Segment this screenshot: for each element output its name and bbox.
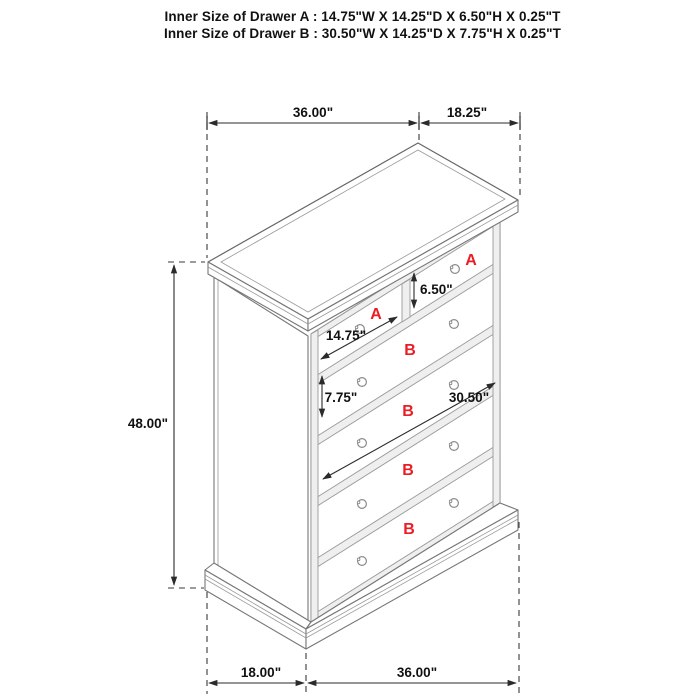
drawer-b3-right-knob [449,442,458,451]
drawer-a-left-label: A [370,306,382,323]
drawer-b3-label: B [402,462,414,479]
drawer-b4-label: B [403,521,415,538]
drawer-b3-left-knob [357,500,366,509]
label-bottom-depth: 18.00" [240,665,282,680]
drawer-b1-label: B [404,342,416,359]
drawer-b-inner-size-text: Inner Size of Drawer B : 30.50"W X 14.25"D X 7.75"H X 0.25"T [163,26,561,41]
label-a-inner-height: 6.50" [420,282,453,297]
label-a-inner-width: 14.75" [325,328,367,343]
right-stile [493,215,500,507]
drawer-a-divider [402,279,410,322]
drawer-a-inner-size-text: Inner Size of Drawer A : 14.75"W X 14.25"D X 6.50"H X 0.25"T [164,9,561,24]
drawer-b2-right-knob [449,381,458,390]
drawer-a-right-label: A [465,252,477,269]
drawer-b2-left-knob [357,439,366,448]
drawer-b2-label: B [402,403,414,420]
drawer-b4-left-knob [357,557,366,566]
drawer-b1-left-knob [357,378,366,387]
left-side-panel [214,277,308,622]
label-top-depth: 18.25" [446,105,488,120]
label-bottom-width: 36.00" [396,665,438,680]
drawer-b4-right-knob [449,499,458,508]
drawer-a-right-knob [450,265,459,274]
label-top-width: 36.00" [292,105,334,120]
drawer-b1-right-knob [449,320,458,329]
label-height: 48.00" [127,416,168,431]
label-b-inner-height: 7.75" [324,390,358,405]
label-b-inner-width: 30.50" [448,390,490,405]
left-stile [311,330,318,622]
